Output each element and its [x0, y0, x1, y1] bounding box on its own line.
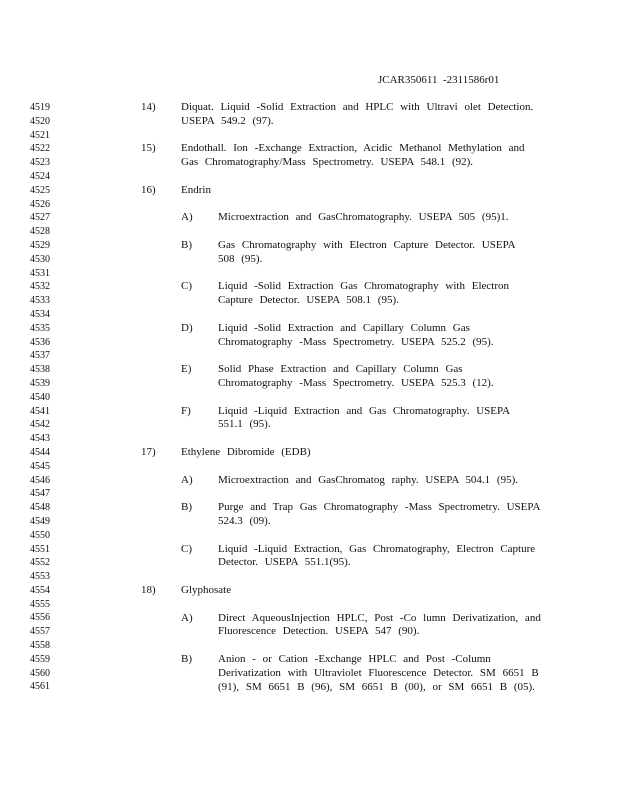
line-number: 4525 — [30, 184, 50, 196]
line-number: 4561 — [30, 681, 50, 693]
subitem-letter: C) — [181, 280, 192, 293]
subitem-text-line: Chromatography -Mass Spectrometry. USEPA 525.3 (12). — [218, 377, 494, 389]
line-number: 4551 — [30, 543, 50, 555]
line-number: 4531 — [30, 267, 50, 279]
item-18-title: Glyphosate — [181, 584, 232, 596]
document-id: JCAR350611 — [378, 74, 438, 86]
subitem-text-line: (91), SM 6651 B (96), SM 6651 B (00), or SM 6651 B (05). — [218, 680, 535, 693]
line-number: 4553 — [30, 571, 50, 583]
line-number: 4560 — [30, 667, 50, 679]
line-number: 4548 — [30, 502, 50, 514]
subitem-text-line: 524.3 (09). — [218, 515, 271, 527]
subitem-letter: A) — [181, 611, 193, 624]
subitem-letter: B) — [181, 501, 192, 514]
subitem-letter: F) — [181, 404, 191, 417]
subitem-text-line: Microextraction and GasChromatography. USEPA 505 (95)1. — [218, 211, 509, 224]
subitem-text-line: Liquid -Liquid Extraction and Gas Chromatography. USEPA — [218, 404, 511, 417]
line-number: 4541 — [30, 405, 50, 417]
item-14-text-line: USEPA 549.2 (97). — [181, 114, 274, 127]
line-number: 4550 — [30, 529, 50, 541]
line-number: 4540 — [30, 391, 50, 403]
subitem-letter: C) — [181, 542, 192, 555]
line-number: 4552 — [30, 557, 50, 569]
item-14-text-line: Diquat. Liquid -Solid Extraction and HPLC with Ultravi olet Detection. — [181, 101, 534, 113]
line-number: 4537 — [30, 350, 50, 362]
line-number: 4545 — [30, 460, 50, 472]
subitem-text-line: Liquid -Solid Extraction and Capillary Column Gas — [218, 321, 470, 334]
line-number: 4528 — [30, 226, 50, 238]
subitem-text-line: 508 (95). — [218, 252, 263, 265]
line-number: 4520 — [30, 115, 50, 127]
line-number: 4532 — [30, 281, 50, 293]
subitem-text-line: Solid Phase Extraction and Capillary Column Gas — [218, 363, 463, 376]
line-number: 4536 — [30, 336, 50, 348]
subitem-text-line: Liquid -Solid Extraction Gas Chromatography with Electron — [218, 280, 510, 293]
subitem-text-line: Liquid -Liquid Extraction, Gas Chromatography, Electron Capture — [218, 542, 536, 555]
line-number: 4547 — [30, 488, 50, 500]
line-number: 4543 — [30, 433, 50, 445]
line-number: 4521 — [30, 129, 50, 141]
line-number: 4523 — [30, 157, 50, 169]
line-number: 4530 — [30, 253, 50, 265]
subitem-text-line: Fluorescence Detection. USEPA 547 (90). — [218, 625, 420, 638]
subitem-letter: E) — [181, 363, 192, 376]
item-15-text-line: Endothall. Ion -Exchange Extraction, Acidic Methanol Methylation and — [181, 142, 525, 155]
subitem-text-line: Detector. USEPA 551.1(95). — [218, 556, 351, 569]
subitem-text-line: Gas Chromatography with Electron Capture Detector. USEPA — [218, 239, 516, 251]
subitem-letter: A) — [181, 211, 193, 224]
line-number: 4526 — [30, 198, 50, 210]
line-number: 4554 — [30, 584, 50, 596]
item-15-text-line: Gas Chromatography/Mass Spectrometry. USEPA 548.1 (92). — [181, 156, 474, 169]
item-17-title: Ethylene Dibromide (EDB) — [181, 446, 311, 458]
line-number: 4556 — [30, 612, 50, 624]
line-number: 4538 — [30, 364, 50, 376]
line-number: 4555 — [30, 598, 50, 610]
line-number: 4527 — [30, 212, 50, 224]
item-16-title: Endrin — [181, 183, 211, 196]
item-number: 16) — [141, 183, 156, 196]
subitem-text-line: Microextraction and GasChromatog raphy. USEPA 504.1 (95). — [218, 473, 518, 486]
line-number: 4522 — [30, 143, 50, 155]
line-number: 4559 — [30, 653, 50, 665]
line-number-column — [30, 101, 60, 694]
line-number: 4549 — [30, 515, 50, 527]
item-number: 15) — [141, 142, 156, 155]
subitem-text-line: Chromatography -Mass Spectrometry. USEPA 525.2 (95). — [218, 335, 494, 348]
line-number: 4534 — [30, 308, 50, 320]
subitem-text-line: Purge and Trap Gas Chromatography -Mass Spectrometry. USEPA — [218, 501, 541, 514]
line-number: 4519 — [30, 102, 50, 113]
line-number: 4539 — [30, 377, 50, 389]
subitem-text-line: Anion - or Cation -Exchange HPLC and Post -Column — [218, 653, 491, 665]
item-number: 17) — [141, 446, 156, 458]
subitem-letter: D) — [181, 321, 193, 334]
subitem-text-line: Capture Detector. USEPA 508.1 (95). — [218, 294, 399, 307]
line-number: 4544 — [30, 446, 50, 458]
line-number: 4529 — [30, 239, 50, 251]
subitem-letter: B) — [181, 653, 192, 665]
subitem-text-line: Derivatization with Ultraviolet Fluorescence Detector. SM 6651 B — [218, 666, 539, 679]
item-number: 14) — [141, 101, 156, 113]
line-number: 4524 — [30, 170, 50, 182]
subitem-text-line: Direct AqueousInjection HPLC, Post -Co lumn Derivatization, and — [218, 611, 541, 624]
line-number: 4533 — [30, 295, 50, 307]
subitem-letter: B) — [181, 239, 192, 251]
line-number: 4546 — [30, 474, 50, 486]
line-number: 4542 — [30, 419, 50, 431]
subitem-letter: A) — [181, 473, 193, 486]
page-reference: -2311586r01 — [443, 74, 500, 86]
subitem-text-line: 551.1 (95). — [218, 418, 271, 431]
item-number: 18) — [141, 584, 156, 596]
line-number: 4535 — [30, 322, 50, 334]
line-number: 4558 — [30, 640, 50, 652]
line-number: 4557 — [30, 626, 50, 638]
